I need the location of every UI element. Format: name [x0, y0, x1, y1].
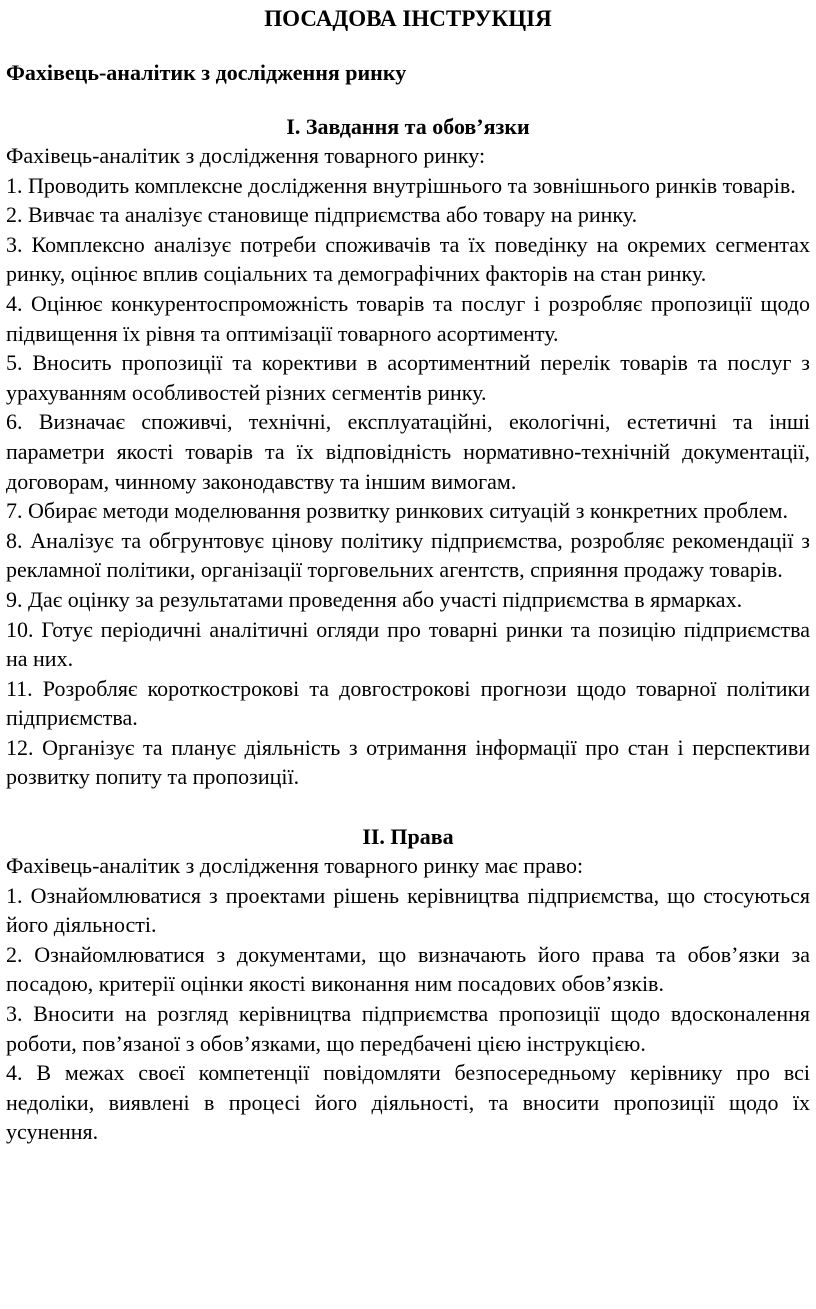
- section-rights: [6, 822, 810, 1147]
- list-item: 8. Аналізує та обгрунтовує цінову політику підприємства, розробляє рекомендації з рекламної політики, організації торговельних агентств, сприяння продажу товарів.: [6, 527, 810, 583]
- document-title: ПОСАДОВА ІНСТРУКЦІЯ: [264, 6, 552, 31]
- list-item: 4. В межах своєї компетенції повідомляти безпосередньому керівнику про всі недоліки, виявлені в процесі його діяльності, та вносити пропозиції щодо їх усунення.: [6, 1060, 810, 1145]
- list-item: 5. Вносить пропозиції та корективи в асортиментний перелік товарів та послуг з урахуванням особливостей різних сегментів ринку.: [6, 350, 810, 405]
- section-heading: ІІ. Права: [362, 824, 454, 850]
- list-item: 11. Розробляє короткострокові та довгострокові прогнози щодо товарної політики підприємства.: [6, 675, 810, 731]
- section-duties: [6, 112, 810, 792]
- section-intro: Фахівець-аналітик з дослідження товарного ринку має право:: [6, 853, 584, 879]
- list-item: 2. Ознайомлюватися з документами, що визначають його права та обов’язки за посадою, критерії оцінки якості виконання ним посадових обов’язків.: [6, 941, 810, 997]
- list-item: 1. Проводить комплексне дослідження внутрішнього та зовнішнього ринків товарів.: [6, 172, 796, 198]
- list-item: 1. Ознайомлюватися з проектами рішень керівництва підприємства, що стосуються його діяльності.: [6, 882, 810, 938]
- list-item: 12. Організує та планує діяльність з отримання інформації про стан і перспективи розвитку попиту та пропозиції.: [6, 734, 810, 790]
- list-item: 7. Обирає методи моделювання розвитку ринкових ситуацій з конкретних проблем.: [6, 498, 788, 524]
- list-item: 10. Готує періодичні аналітичні огляди про товарні ринки та позицію підприємства на них.: [6, 616, 810, 672]
- list-item: 4. Оцінює конкурентоспроможність товарів та послуг і розробляє пропозиції щодо підвищення їх рівня та оптимізації товарного асортименту.: [6, 290, 810, 346]
- section-intro: Фахівець-аналітик з дослідження товарного ринку:: [6, 143, 486, 168]
- document-subtitle: Фахівець-аналітик з дослідження ринку: [6, 60, 407, 85]
- section-heading: І. Завдання та обов’язки: [286, 114, 530, 139]
- list-item: 9. Дає оцінку за результатами проведення або участі підприємства в ярмарках.: [6, 586, 743, 612]
- list-item: 2. Вивчає та аналізує становище підприємства або товару на ринку.: [6, 202, 638, 228]
- list-item: 3. Комплексно аналізує потреби споживачів та їх поведінку на окремих сегментах ринку, оцінює вплив соціальних та демографічних факторів на стан ринку.: [6, 231, 810, 287]
- list-item: 3. Вносити на розгляд керівництва підприємства пропозиції щодо вдосконалення роботи, пов’язаної з обов’язками, що передбачені цією інструкцією.: [6, 1001, 810, 1056]
- list-item: 6. Визначає споживчі, технічні, експлуатаційні, екологічні, естетичні та інші параметри якості товарів та їх відповідність нормативно-технічній документації, договорам, чинному законодавству та іншим вимогам.: [6, 409, 810, 494]
